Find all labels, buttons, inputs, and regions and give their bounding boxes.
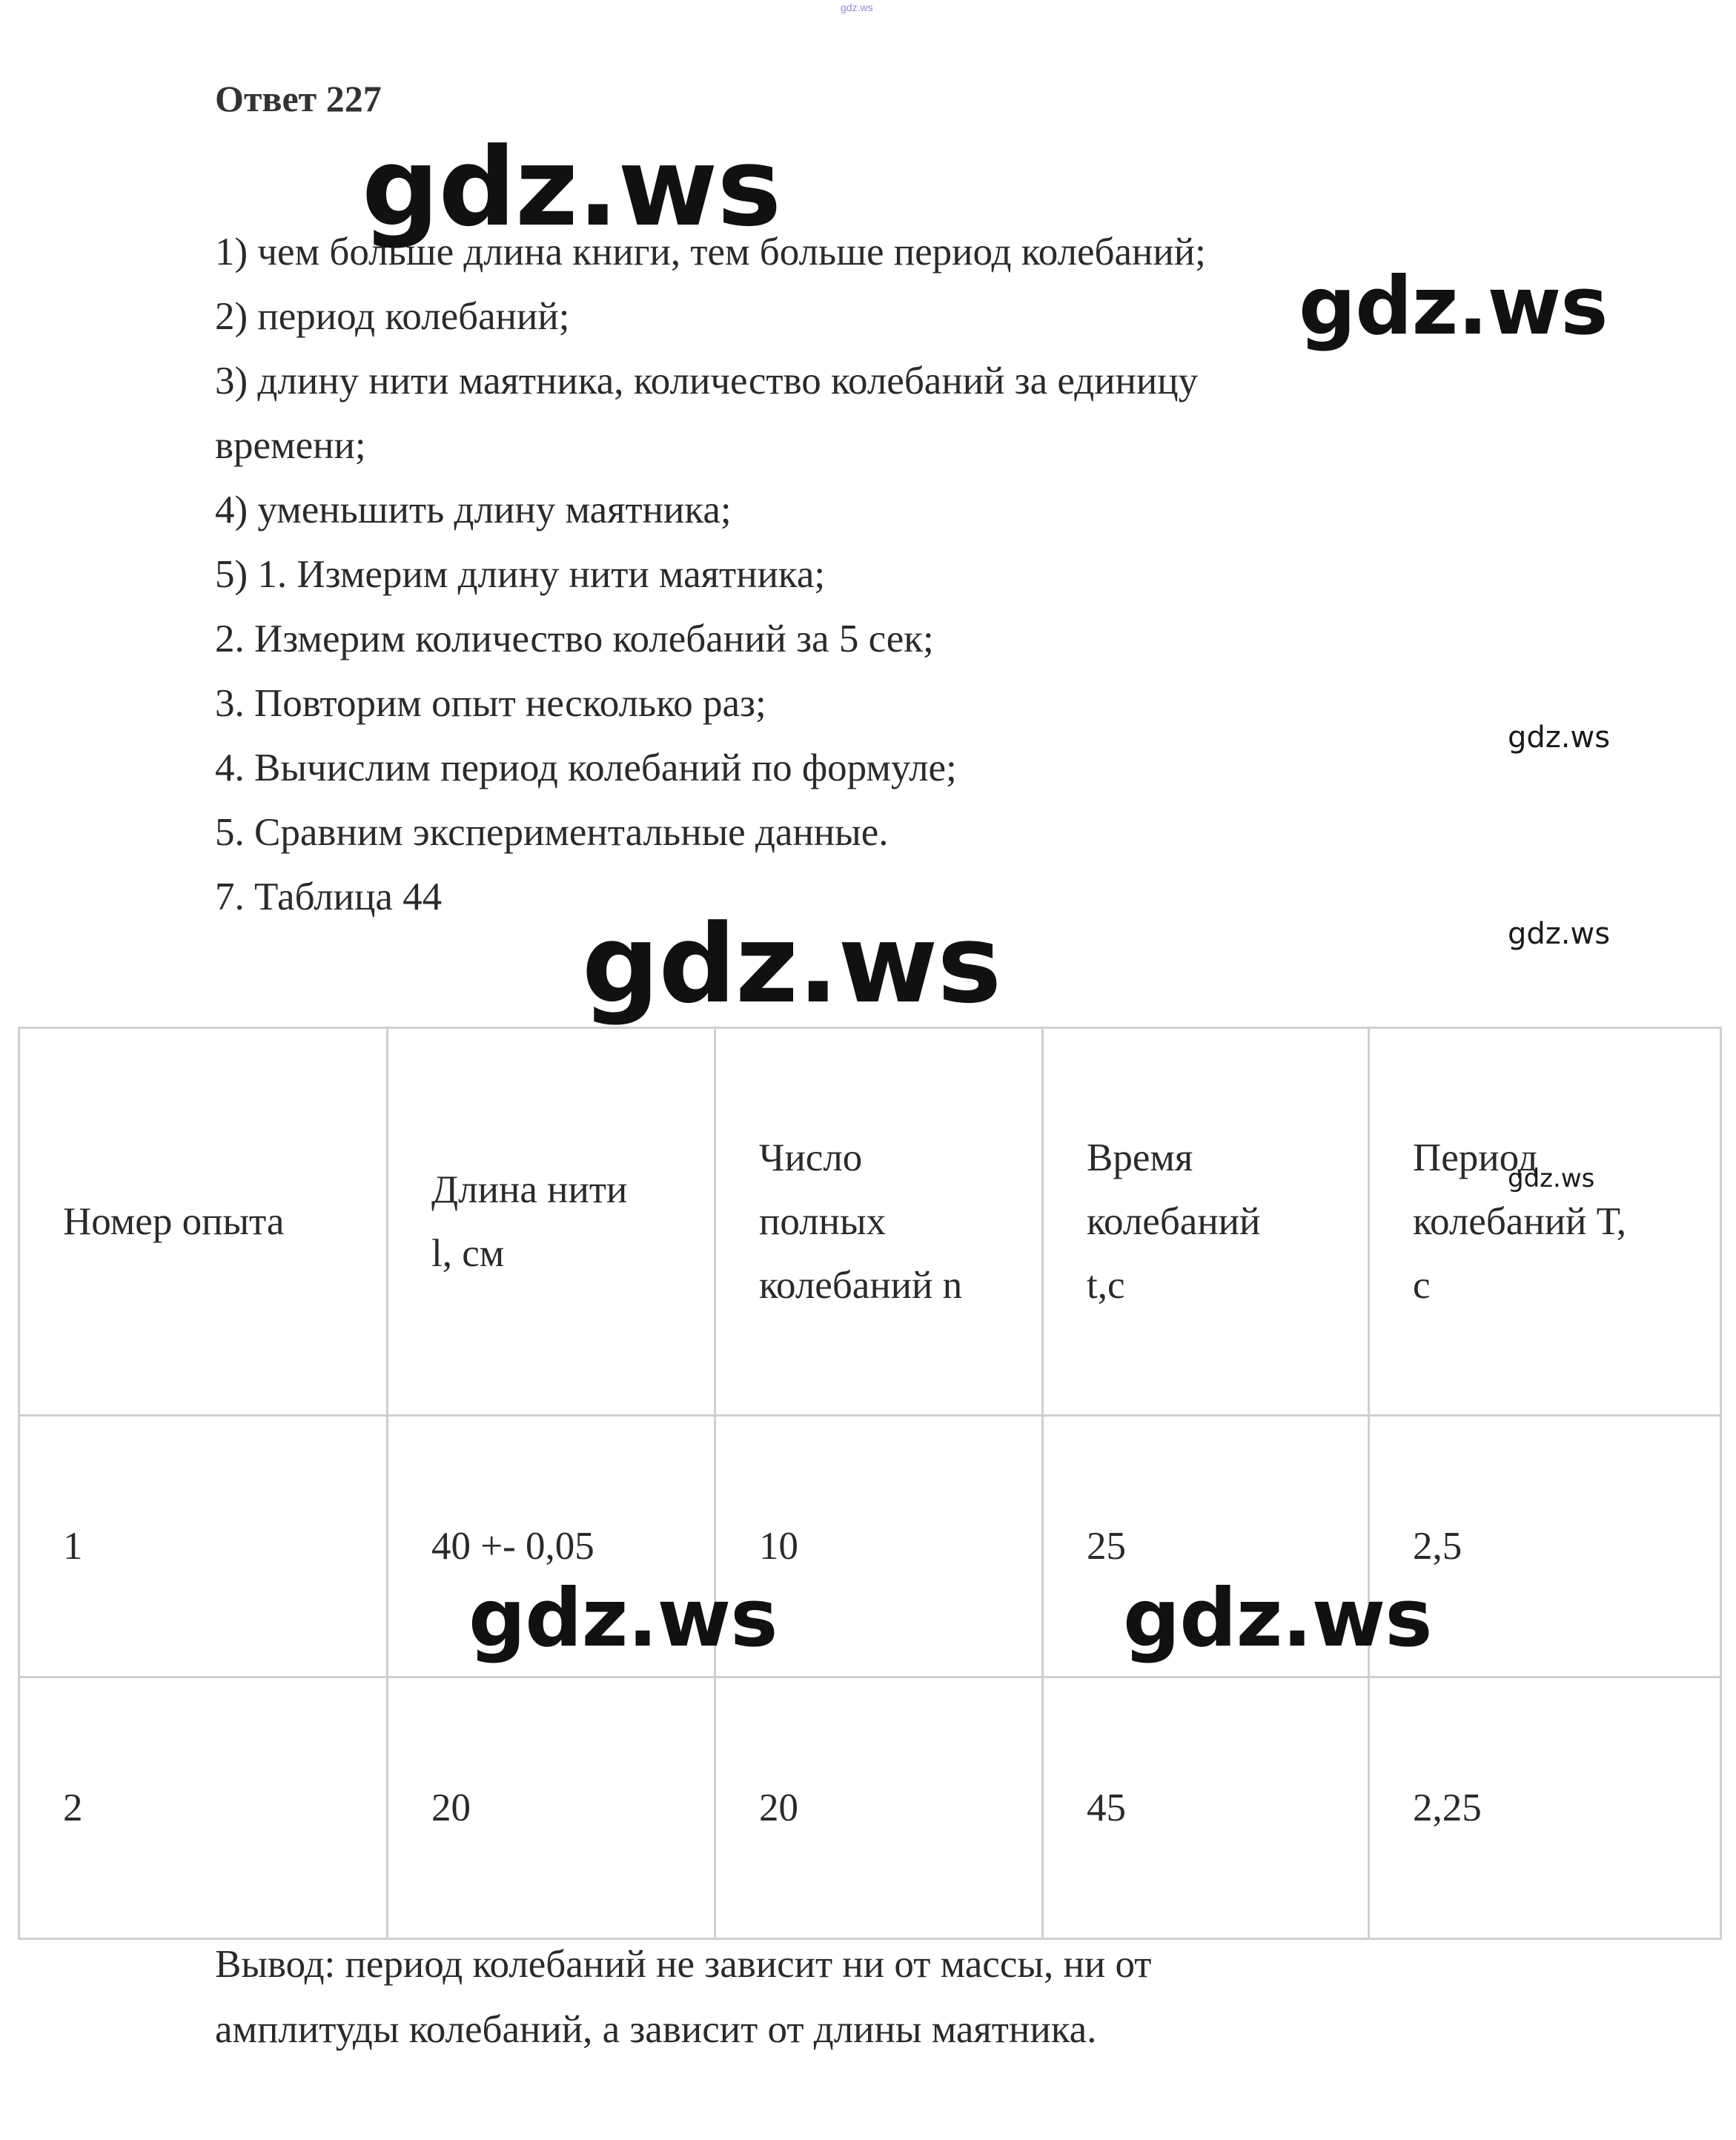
header-cell: Номер опыта (19, 1028, 388, 1416)
table-cell: 40 +- 0,05 (388, 1416, 715, 1677)
watermark: gdz.ws (1508, 1164, 1595, 1193)
answer-line-4: 4) уменьшить длину маятника; (215, 488, 732, 531)
header-cell: Период колебаний Т, с (1369, 1028, 1721, 1416)
watermark: gdz.ws (468, 1572, 778, 1665)
table-row (19, 1416, 1721, 1677)
watermark: gdz.ws (582, 901, 1001, 1027)
answer-line-3-cont: времени; (215, 424, 366, 467)
table-cell: 20 (715, 1677, 1043, 1939)
table-cell: 45 (1043, 1677, 1369, 1939)
answer-line-1: 1) чем больше длина книги, тем больше период колебаний; (215, 231, 1206, 274)
watermark: gdz.ws (1123, 1572, 1432, 1665)
answer-line-2: 2) период колебаний; (215, 295, 570, 338)
step-line-4: 4. Вычислим период колебаний по формуле; (215, 746, 957, 789)
watermark: gdz.ws (1508, 917, 1611, 951)
table-row (19, 1677, 1721, 1939)
header-cell: Время колебаний t,c (1043, 1028, 1369, 1416)
top-watermark: gdz.ws (841, 1, 873, 13)
table-cell: 10 (715, 1416, 1043, 1677)
table-cell: 2,5 (1369, 1416, 1721, 1677)
conclusion-line-1: Вывод: период колебаний не зависит ни от массы, ни от (215, 1943, 1152, 1986)
header-cell: Число полных колебаний n (715, 1028, 1043, 1416)
table-cell: 2,25 (1369, 1677, 1721, 1939)
step-line-5: 5. Сравним экспериментальные данные. (215, 811, 889, 854)
table-header-row (19, 1028, 1721, 1416)
watermark: gdz.ws (1508, 720, 1611, 755)
table-cell: 1 (19, 1416, 388, 1677)
table-cell: 2 (19, 1677, 388, 1939)
answer-line-3: 3) длину нити маятника, количество колебаний за единицу (215, 360, 1199, 403)
watermark: gdz.ws (362, 125, 781, 251)
header-cell: Длина нити l, см (388, 1028, 715, 1416)
answer-heading: Ответ 227 (215, 78, 382, 119)
step-line-2: 2. Измерим количество колебаний за 5 сек; (215, 617, 934, 660)
answer-line-5: 5) 1. Измерим длину нити маятника; (215, 553, 826, 596)
watermark: gdz.ws (1299, 260, 1608, 353)
conclusion-line-2: амплитуды колебаний, а зависит от длины маятника. (215, 2008, 1097, 2051)
step-line-3: 3. Повторим опыт несколько раз; (215, 682, 766, 725)
table-cell: 20 (388, 1677, 715, 1939)
oscillation-table (18, 1027, 1722, 1940)
table-caption: 7. Таблица 44 (215, 875, 443, 918)
table-cell: 25 (1043, 1416, 1369, 1677)
